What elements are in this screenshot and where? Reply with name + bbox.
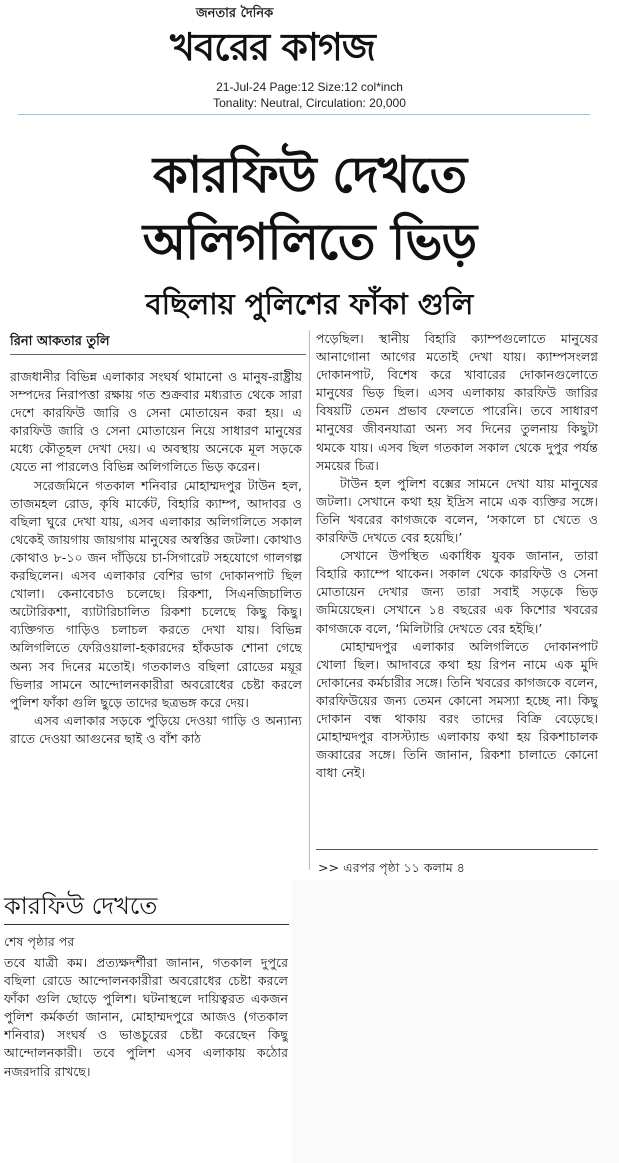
jump-divider: [316, 849, 598, 850]
masthead-tagline: জনতার দৈনিক: [196, 6, 274, 21]
newspaper-logo: খবরের কাগজ: [170, 25, 375, 69]
headline-line-1: কারফিউ দেখতে: [152, 146, 467, 204]
continuation-divider: [4, 924, 289, 925]
paragraph: সেখানে উপস্থিত একাধিক যুবক জানান, তারা বিহারি ক্যাম্পে থাকেন। সকাল থেকে কারফিউ ও সেনা মোতায়েন দেখার জন্য তারা সবাই সড়কে ভিড় জমিয়েছেন। সেখানে ১৪ বছরের এক কিশোর খবরের কাগজকে বলে, ‘মিলিটারি দেখতে বের হইছি।’: [316, 548, 598, 636]
paragraph: মোহাম্মদপুর এলাকার অলিগলিতে দোকানপাট খোলা ছিল। আদাবরে কথা হয় রিপন নামে এক মুদি দোকানের কর্মচারীর সঙ্গে। তিনি খবরের কাগজকে বলেন, কারফিউয়ের জন্য তেমন কোনো সমস্যা হচ্ছে না। কিছু দোকান বন্ধ থাকায় বরং তাদের বিক্রি বেড়েছে। মোহাম্মদপুর বাসস্ট্যান্ড এলাকায় কথা হয় রিকশাচালক জব্বারের সঙ্গে। তিনি জানান, রিকশা চালাতে কোনো বাধা নেই।: [316, 638, 598, 781]
masthead: [0, 0, 619, 118]
column-divider: [309, 330, 310, 870]
byline-divider: [10, 354, 306, 355]
subheadline: বছিলায় পুলিশের ফাঁকা গুলি: [145, 287, 474, 321]
continuation-subtitle: শেষ পৃষ্ঠার পর: [4, 934, 75, 949]
clipping-tonality: Tonality: Neutral, Circulation: 20,000: [213, 96, 406, 110]
clipping-meta: 21-Jul-24 Page:12 Size:12 col*inch: [216, 80, 403, 94]
continuation-column: [4, 954, 288, 1114]
paragraph: তবে যাত্রী কম। প্রত্যক্ষদর্শীরা জানান, গতকাল দুপুরে বছিলা রোডে আন্দোলনকারীরা অবরোধের চেষ্টা করলে ফাঁকা গুলি ছোড়ে পুলিশ। ঘটনাস্থলে দায়িত্বরত একজন পুলিশ কর্মকর্তা জানান, মোহাম্মদপুরে আজও (গতকাল শনিবার) সংঘর্ষ ও ভাঙচুরের চেষ্টা করেছেন কিছু আন্দোলনকারী। তবে পুলিশ এসব এলাকায় কঠোর নজরদারি রাখছে।: [4, 955, 288, 1079]
article-column-left: [10, 368, 302, 868]
byline: রিনা আকতার তুলি: [10, 334, 110, 349]
blank-area: [292, 880, 619, 1163]
paragraph: এসব এলাকার সড়কে পুড়িয়ে দেওয়া গাড়ি ও অন্যান্য রাতে দেওয়া আগুনের ছাই ও বাঁশ কাঠ: [10, 712, 302, 746]
article-column-right: [316, 330, 598, 842]
paragraph: সরেজমিনে গতকাল শনিবার মোহাম্মদপুর টাউন হল, তাজমহল রোড, কৃষি মার্কেট, বিহারি ক্যাম্প, আদাবর ও বছিলা ঘুরে দেখা যায়, এসব এলাকার অলিগলিতে সকাল থেকেই জায়গায় জায়গায় মানুষের অস্বস্তির জটলা। কোথাও কোথাও ৮-১০ জন দাঁড়িয়ে চা-সিগারেট সহযোগে গালগল্প করছিলেন। এসব এলাকার বেশির ভাগ দোকানপাট ছিল খোলা। কেনাবেচাও চলেছে। রিকশা, সিএনজিচালিত অটোরিকশা, ব্যাটারিচালিত রিকশা চলেছে কিছু কিছু। ব্যক্তিগত গাড়িও চলাচল করতে দেখা যায়। বিভিন্ন অলিগলিতে ফেরিওয়ালা-হকারদের হাঁকডাক শোনা গেছে অন্য সব দিনের মতোই। গতকালও বছিলা রোডের ময়ূর ভিলার সামনে আন্দোলনকারীরা অবরোধের চেষ্টা করলে পুলিশ ফাঁকা গুলি ছুড়ে তাদের ছত্রভঙ্গ করে দেয়।: [10, 477, 302, 710]
paragraph: রাজধানীর বিভিন্ন এলাকার সংঘর্ষ থামানো ও মানুষ-রাষ্ট্রীয় সম্পদের নিরাপত্তা রক্ষায় গত শুক্রবার মধ্যরাত থেকে সারা দেশে কারফিউ জারি ও সেনা মোতায়েন করা হয়। এ কারফিউ জারি ও সেনা মোতায়েন নিয়ে সাধারণ মানুষের মধ্যে কৌতূহল দেখা দেয়। এ অবস্থায় অনেকে মূল সড়কে যেতে না পারলেও বিভিন্ন অলিগলিতে ভিড় করেন।: [10, 369, 302, 475]
paragraph: পড়েছিল। স্থানীয় বিহারি ক্যাম্পগুলোতে মানুষের আনাগোনা আগের মতোই দেখা যায়। ক্যাম্পসংলগ্ন দোকানপাট, বিশেষ করে খাবারের দোকানগুলোতে মানুষের ভিড় ছিল। এসব এলাকায় কারফিউ জারির বিষয়টি তেমন প্রভাব ফেলতে পারেনি। তবে সাধারণ মানুষের জীবনযাত্রা অন্য সব দিনের তুলনায় কিছুটা থমকে যায়। এসব ছিল গতকাল সকাল থেকে দুপুর পর্যন্ত সময়ের চিত্র।: [316, 331, 598, 473]
paragraph: টাউন হল পুলিশ বক্সের সামনে দেখা যায় মানুষের জটলা। সেখানে কথা হয় ইদ্রিস নামে এক ব্যক্তির সঙ্গে। তিনি খবরের কাগজকে বলেন, ‘সকালে চা খেতে ও কারফিউ দেখতে বের হয়েছি।’: [316, 475, 598, 546]
headline-line-2: অলিগলিতে ভিড়: [142, 213, 477, 271]
continued-on-link: >> এরপর পৃষ্ঠা ১১ কলাম ৪: [318, 860, 465, 875]
continuation-title: কারফিউ দেখতে: [4, 892, 158, 920]
masthead-divider: [18, 114, 590, 115]
